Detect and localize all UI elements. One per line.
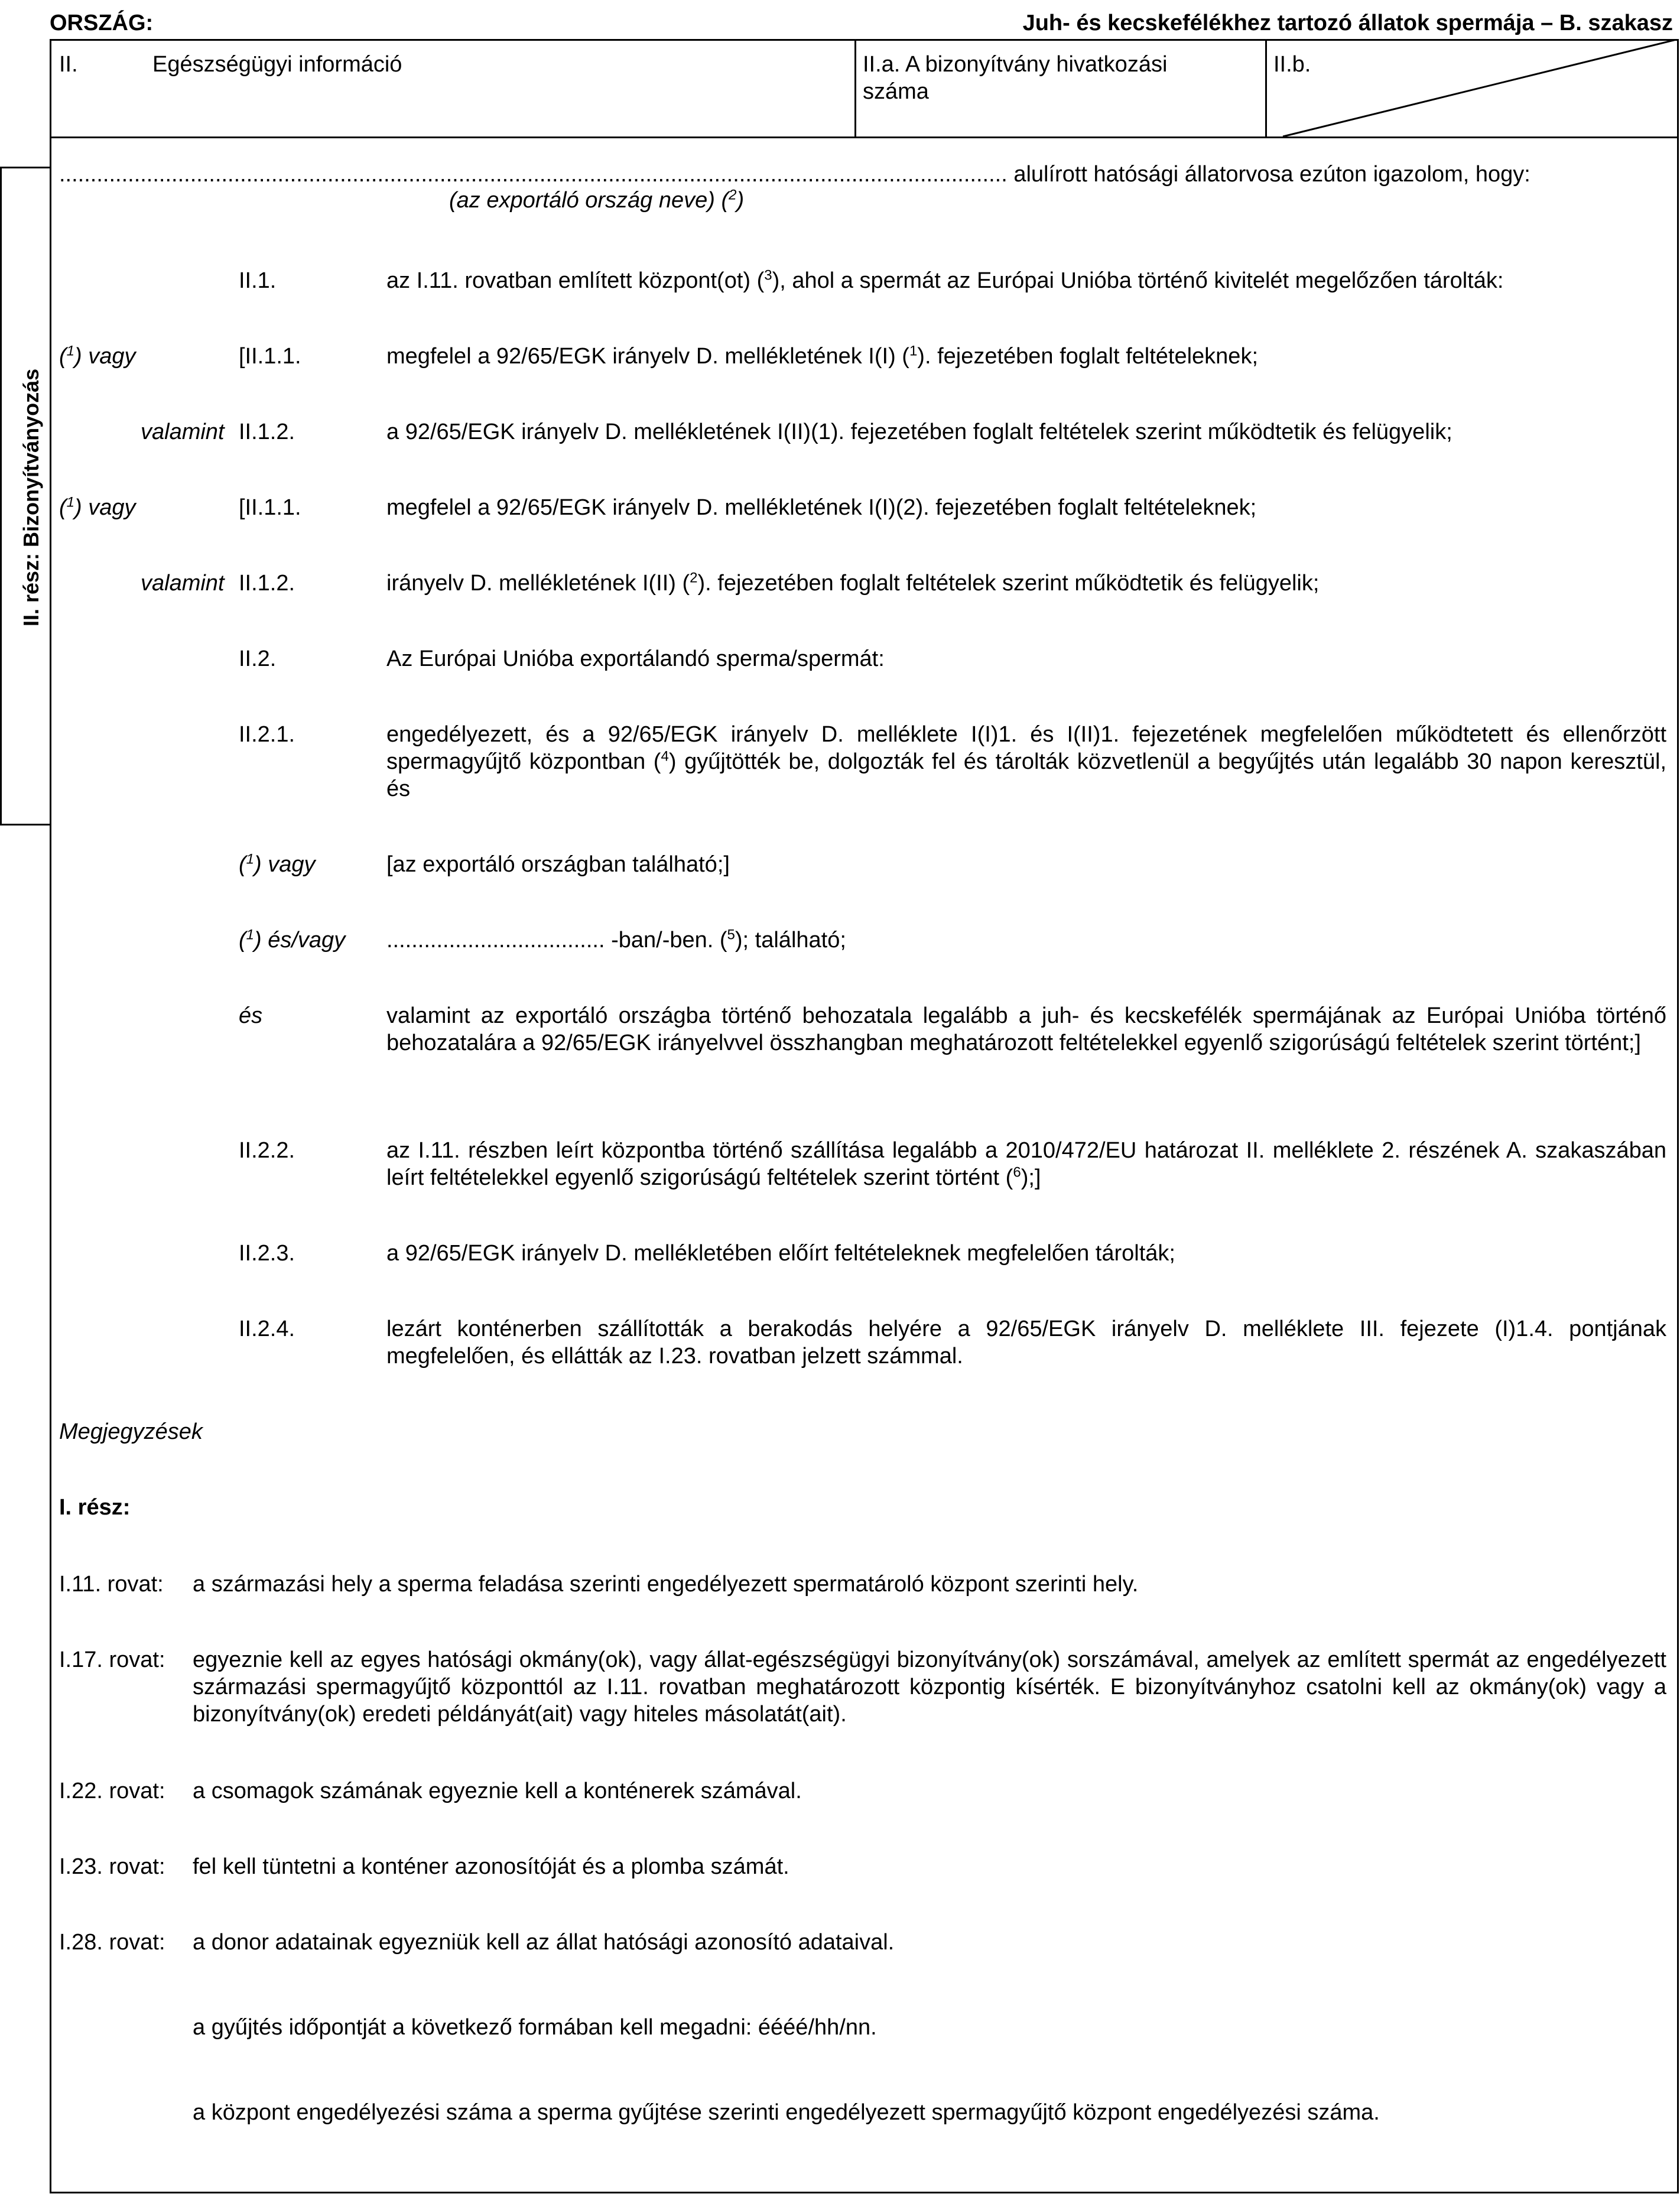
note-text: a központ engedélyezési száma a sperma gyűjtése szerinti engedélyezett spermagyűjtő központ engedélyezési száma. [193, 2100, 1380, 2125]
item-number: II.2.3. [239, 1241, 295, 1266]
notes-part-label: I. rész: [59, 1495, 131, 1520]
diagonal-strike [1265, 39, 1679, 138]
option-prefix: valamint [141, 420, 225, 444]
option-prefix: ($^1$) és/vagy [239, 927, 346, 953]
item-number: II.2.2. [239, 1138, 295, 1163]
option-prefix: ($^1$) vagy [59, 343, 136, 369]
intro-text: alulírott hatósági állatorvosa ezúton igazolom, hogy: [1013, 162, 1530, 187]
head-col-divider-1 [854, 39, 856, 138]
item-text: lezárt konténerben szállították a berakodás helyére a 92/65/EGK irányelv D. melléklete III. fejezete (I)1.4. pontjának megfelelően, és ellátták az I.23. rovatban jelzett számmal. [386, 1317, 1666, 1369]
reference-number-label: II.a. A bizonyítvány hivatkozási száma [863, 52, 1168, 104]
option-prefix: ($^1$) vagy [59, 494, 136, 520]
item-text: Az Európai Unióba exportálandó sperma/spermát: [386, 646, 885, 671]
note-text: egyeznie kell az egyes hatósági okmány(ok), vagy állat-egészségügyi bizonyítvány(ok) sorszámával, amelyek az említett spermát az engedélyezett származási spermagyűjtő központtól az I.11. rovatban meghatározott központig kísérték. E bizonyítványhoz csatolni kell az okmány(ok) vagy a bizonyítvány(ok) eredeti példányát(ait) vagy hiteles másolatát(ait). [193, 1647, 1666, 1727]
item-text: irányelv D. mellékletének I(II) ($^2$). fejezetében foglalt feltételek szerint működtetik és felügyelik; [386, 570, 1320, 596]
item-text: az I.11. részben leírt központba történő szállítása legalább a 2010/472/EU határozat II. melléklete 2. részének A. szakaszában leírt feltételekkel egyenlő szigorúságú feltételek szerint történt ($^6$);] [386, 1138, 1666, 1190]
note-text: a csomagok számának egyeznie kell a konténerek számával. [193, 1779, 802, 1803]
item-text: valamint az exportáló országba történő behozatala legalább a juh- és kecskefélék spermájának az Európai Unióba történő behozatalára a 92/65/EGK irányelvvel összhangban meghatározott feltételekkel egyenlő szigorúságú feltételek szerint történt;] [386, 1003, 1666, 1055]
item-text: [az exportáló országban található;] [386, 852, 730, 877]
note-text: fel kell tüntetni a konténer azonosítóját és a plomba számát. [193, 1854, 789, 1879]
country-name-blank: ........................................................................................................................................................ [59, 162, 1008, 187]
country-name-caption: (az exportáló ország neve) ($^2$) [449, 187, 745, 213]
item-number: II.1. [239, 268, 277, 293]
item-number: II.2. [239, 646, 277, 671]
note-label: I.11. rovat: [59, 1572, 164, 1597]
option-prefix: valamint [141, 571, 225, 596]
item-number: II.1.2. [239, 571, 295, 596]
field-iib-label: II.b. [1273, 52, 1311, 77]
note-label: I.28. rovat: [59, 1930, 165, 1955]
item-text: engedélyezett, és a 92/65/EGK irányelv D. melléklete I(I)1. és I(II)1. fejezetének megfelelően működtetett és ellenőrzött spermagyűjtő központban ($^4$) gyűjtötték be, dolgozták fel és tárolták közvetlenül a begyűjtés után legalább 30 napon keresztül, és [386, 722, 1666, 801]
item-text: megfelel a 92/65/EGK irányelv D. mellékletének I(I) ($^1$). fejezetében foglalt feltételeknek; [386, 343, 1258, 369]
section-number: II. [59, 52, 78, 77]
item-text: ................................... -ban/-ben. ($^5$); található; [386, 927, 846, 953]
note-label: I.22. rovat: [59, 1779, 165, 1803]
item-text: megfelel a 92/65/EGK irányelv D. mellékletének I(I)(2). fejezetében foglalt feltételeknek; [386, 495, 1257, 520]
item-number: II.2.1. [239, 722, 295, 747]
note-label: I.23. rovat: [59, 1854, 165, 1879]
location-blank: ................................... [386, 928, 605, 953]
item-text: az I.11. rovatban említett központ(ot) ($^3$), ahol a spermát az Európai Unióba történő kivitelét megelőzően tárolták: [386, 267, 1504, 293]
item-number: [II.1.1. [239, 495, 301, 520]
note-text: a donor adatainak egyezniük kell az állat hatósági azonosító adataival. [193, 1930, 895, 1955]
option-prefix: és [239, 1003, 263, 1028]
side-label: II. rész: Bizonyítványozás [19, 368, 43, 626]
notes-heading: Megjegyzések [59, 1419, 203, 1444]
item-text: a 92/65/EGK irányelv D. mellékletében előírt feltételeknek megfelelően tárolták; [386, 1241, 1175, 1266]
item-text: a 92/65/EGK irányelv D. mellékletének I(II)(1). fejezetében foglalt feltételek szerint működtetik és felügyelik; [386, 420, 1452, 444]
intro-line [59, 161, 1666, 188]
item-number: II.1.2. [239, 420, 295, 444]
note-label: I.17. rovat: [59, 1647, 165, 1672]
item-number: [II.1.1. [239, 344, 301, 369]
page-title: Juh- és kecskefélékhez tartozó állatok spermája – B. szakasz [1022, 11, 1673, 35]
item-number: II.2.4. [239, 1317, 295, 1341]
note-text: a gyűjtés időpontját a következő formában kell megadni: éééé/hh/nn. [193, 2015, 877, 2040]
section-title: Egészségügyi információ [152, 52, 402, 77]
option-prefix: ($^1$) vagy [239, 851, 316, 877]
note-text: a származási hely a sperma feladása szerinti engedélyezett spermatároló központ szerinti hely. [193, 1572, 1139, 1597]
country-label: ORSZÁG: [50, 11, 154, 35]
